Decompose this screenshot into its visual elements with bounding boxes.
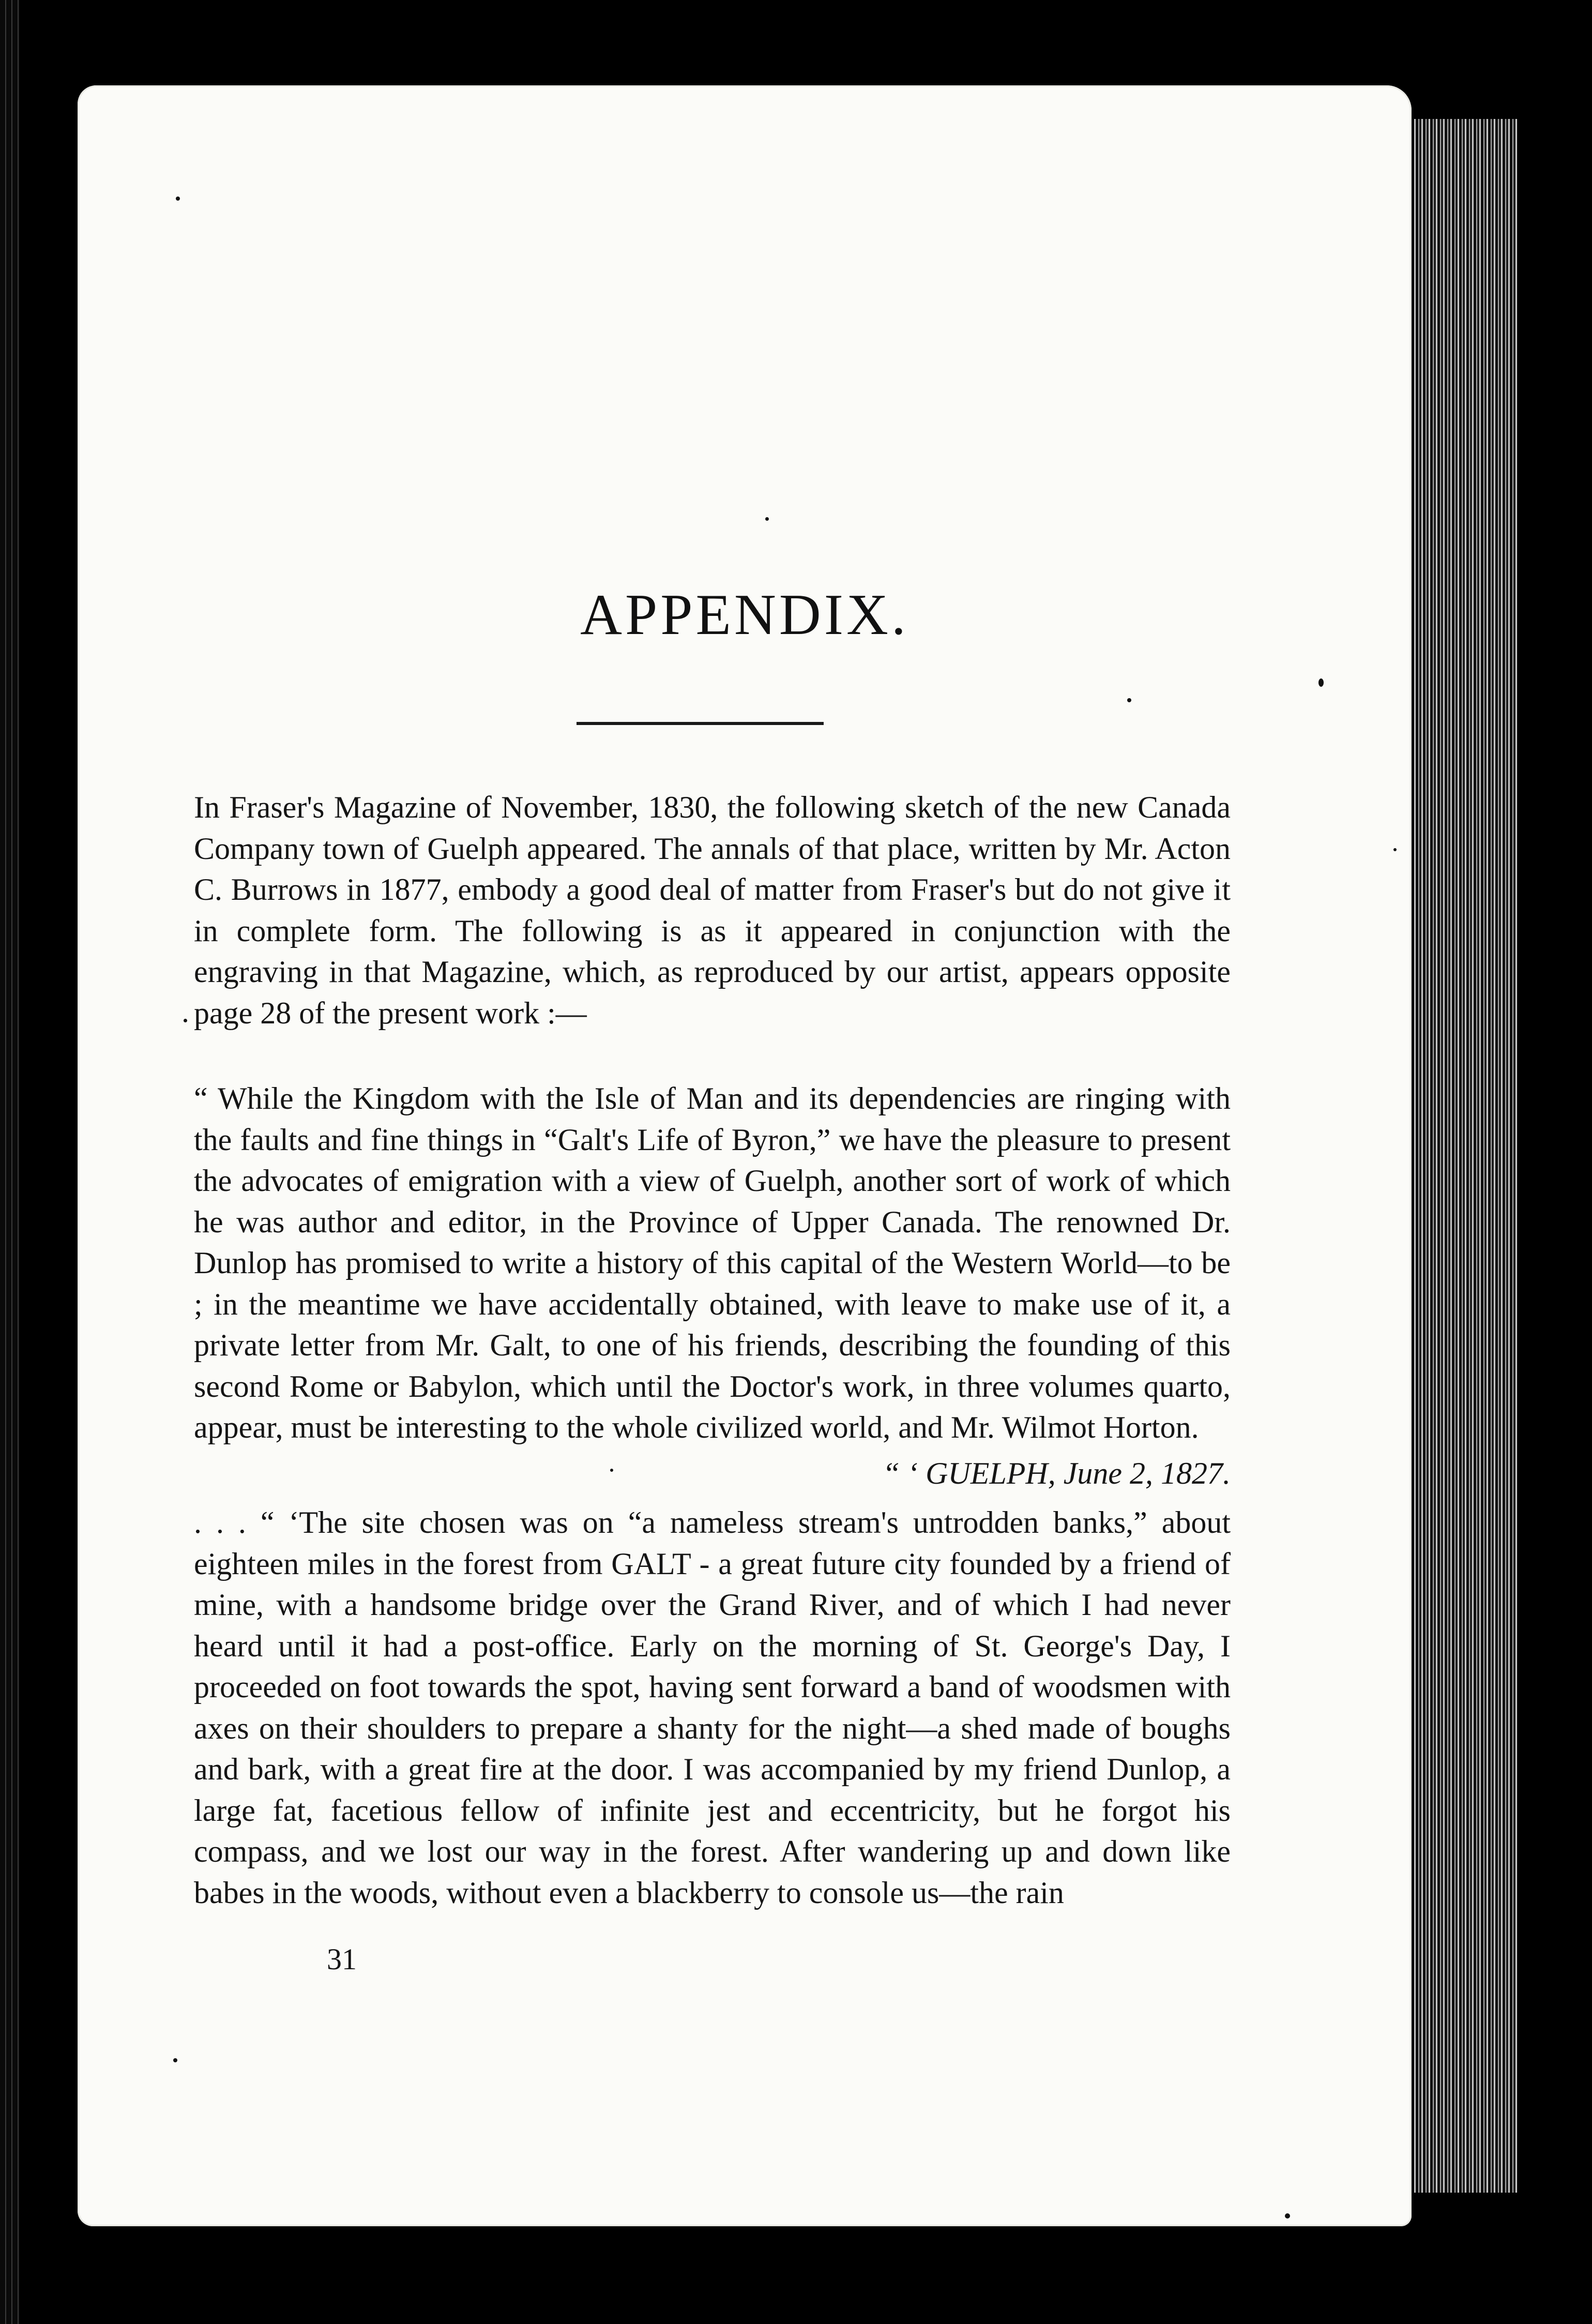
scan-speck — [765, 517, 769, 521]
appendix-title: APPENDIX. — [580, 583, 909, 647]
scan-speck — [1393, 848, 1397, 851]
scan-speck — [610, 1469, 613, 1472]
letter-paragraph: . . . “ ‘The site chosen was on “a nameless stream's untrodden banks,” about eighteen miles in the forest from GALT - a great future city founded by a friend of mine, with a handsome bridge over the Grand River, and of which I had never heard until it had a post-office. Early on the morning of St. George's Day, I proceeded on foot towards the spot, having sent forward a band of woodsmen with axes on their shoulders to prepare a shanty for the night—a shed made of boughs and bark, with a great fire at the door. I was accompanied by my friend Dunlop, a large fat, facetious fellow of infinite jest and eccentricity, but he forgot his compass, and we lost our way in the forest. After wandering up and down like babes in the woods, without even a blackberry to console us—the rain — [194, 1505, 1231, 1910]
scan-speck — [1285, 2213, 1290, 2219]
scan-speck — [1318, 678, 1324, 687]
book-page-edges — [1414, 119, 1518, 2193]
scan-speck — [184, 1019, 187, 1022]
scan-speck — [173, 2058, 177, 2062]
intro-paragraph: In Fraser's Magazine of November, 1830, the following sketch of the new Canada Company town of Guelph appeared. The annals of that place, written by Mr. Acton C. Burrows in 1877, embody a good deal of matter from Fraser's but do not give it in complete form. The following is as it appeared in conjunction with the engraving in that Magazine, which, as reproduced by our artist, appears opposite page 28 of the present work :— — [194, 790, 1231, 1030]
scan-binding-edge — [0, 0, 20, 2324]
page-number: 31 — [327, 1942, 357, 1976]
scan-speck — [176, 197, 180, 201]
letter-dateline: “ ‘ GUELPH, June 2, 1827. — [882, 1456, 1231, 1490]
scan-speck — [1127, 698, 1131, 702]
title-divider — [577, 722, 824, 725]
quoted-paragraph: “ While the Kingdom with the Isle of Man and its dependencies are ringing with the faults and fine things in “Galt's Life of Byron,” we have the pleasure to present the advocates of emigration with a view of Guelph, another sort of work of which he was author and editor, in the Province of Upper Canada. The renowned Dr. Dunlop has promised to write a history of this capital of the Western World—to be ; in the meantime we have accidentally obtained, with leave to make use of it, a private letter from Mr. Galt, to one of his friends, describing the founding of this second Rome or Babylon, which until the Doctor's work, in three volumes quarto, appear, must be interesting to the whole civilized world, and Mr. Wilmot Horton. — [194, 1081, 1231, 1444]
